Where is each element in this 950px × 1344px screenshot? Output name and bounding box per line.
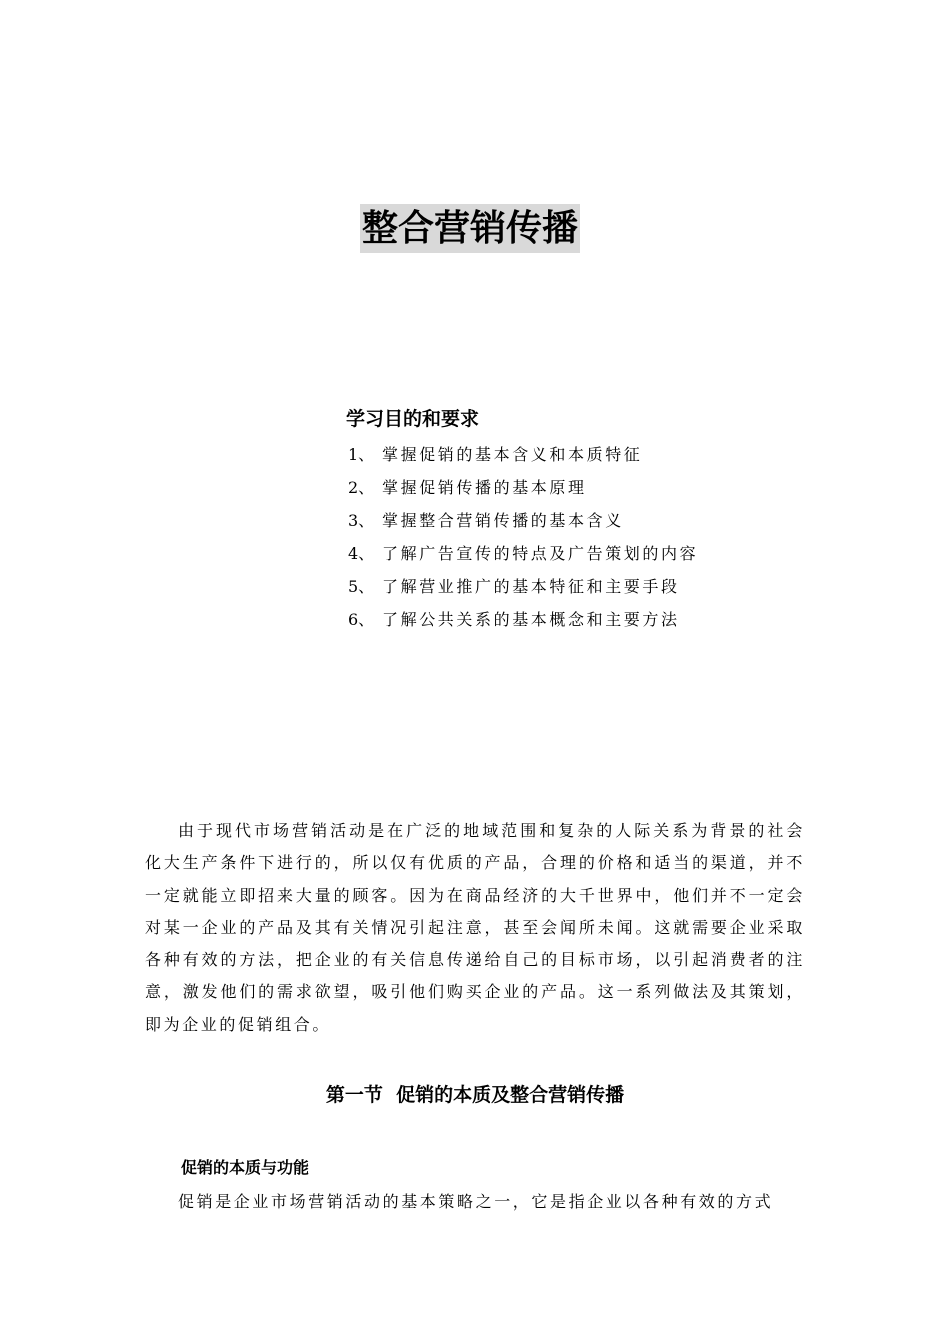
objective-number: 2、 <box>348 478 375 497</box>
objective-text: 掌握促销传播的基本原理 <box>382 478 587 497</box>
objective-item <box>348 474 698 507</box>
section-paragraph: 促销是企业市场营销活动的基本策略之一，它是指企业以各种有效的方式 <box>178 1192 774 1211</box>
objective-text: 掌握促销的基本含义和本质特征 <box>382 445 643 464</box>
objective-text: 了解公共关系的基本概念和主要方法 <box>382 610 680 629</box>
objective-text: 了解营业推广的基本特征和主要手段 <box>382 577 680 596</box>
document-title: 整合营销传播 <box>360 204 580 253</box>
objective-text: 了解广告宣传的特点及广告策划的内容 <box>382 544 699 563</box>
objective-item <box>348 606 698 639</box>
intro-paragraph: 由于现代市场营销活动是在广泛的地域范围和复杂的人际关系为背景的社会化大生产条件下进行的，所以仅有优质的产品，合理的价格和适当的渠道，并不一定就能立即招来大量的顾客。因为在商品经济的大千世界中，他们并不一定会对某一企业的产品及其有关情况引起注意，甚至会闻所未闻。这就需要企业采取各种有效的方法，把企业的有关信息传递给自己的目标市场，以引起消费者的注意，激发他们的需求欲望，吸引他们购买企业的产品。这一系列做法及其策划，即为企业的促销组合。 <box>145 821 805 1034</box>
objectives-list <box>348 441 698 639</box>
section-title: 第一节 促销的本质及整合营销传播 <box>325 1084 625 1106</box>
objective-number: 5、 <box>348 577 375 596</box>
subsection-title: 促销的本质与功能 <box>181 1158 310 1177</box>
objective-number: 4、 <box>348 544 375 563</box>
objective-number: 6、 <box>348 610 375 629</box>
objective-item <box>348 540 698 573</box>
objective-item <box>348 441 698 474</box>
objective-item <box>348 507 698 540</box>
objective-item <box>348 573 698 606</box>
objective-number: 3、 <box>348 511 375 530</box>
objective-number: 1、 <box>348 445 375 464</box>
objectives-heading: 学习目的和要求 <box>346 408 480 430</box>
objective-text: 掌握整合营销传播的基本含义 <box>382 511 624 530</box>
